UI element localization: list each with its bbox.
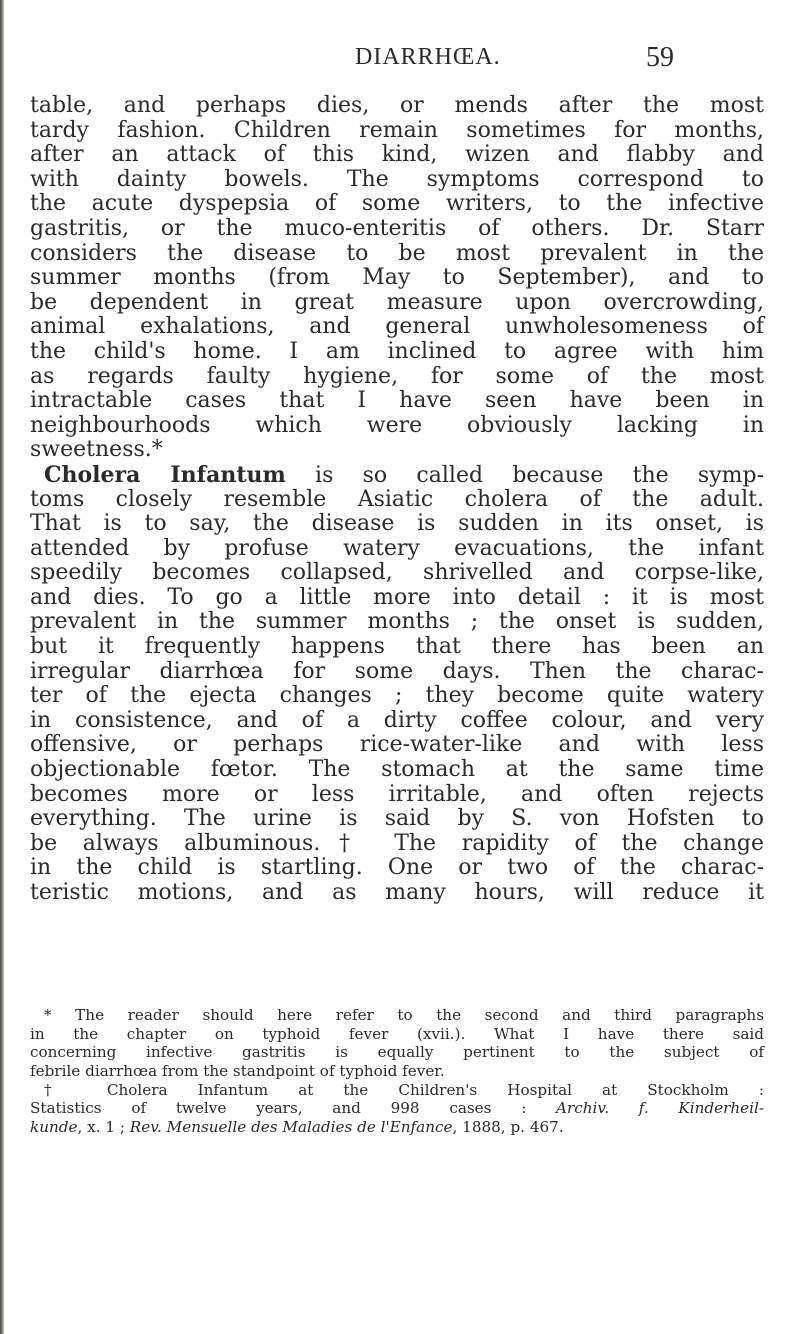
text-line: toms closely resemble Asiatic cholera of the adult. <box>30 486 764 512</box>
text-line: considers the disease to be most prevalent in the <box>30 240 764 266</box>
footnote-line <box>30 1099 764 1118</box>
text-line: be always albuminous.† The rapidity of the change <box>30 830 764 856</box>
text-line <box>30 463 764 488</box>
footnote-line: in the chapter on typhoid fever (xvii.). What I have there said <box>30 1024 764 1043</box>
citation-journal-title: Rev. Mensuelle des Maladies de l'Enfance <box>129 1118 453 1137</box>
text-line: the acute dyspepsia of some writers, to the infective <box>30 191 764 217</box>
text-line: intractable cases that I have seen have been in <box>30 388 764 414</box>
footnote-fragment: Statistics of twelve years, and 998 cases : <box>30 1099 557 1118</box>
footnote-line: * The reader should here refer to the second and third paragraphs <box>44 1006 764 1024</box>
text-line: sweetness.* <box>30 437 163 463</box>
text-line: in consistence, and of a dirty coffee colour, and very <box>30 707 764 733</box>
text-line: be dependent in great measure upon overcrowding, <box>30 289 764 315</box>
text-line: objectionable fœtor. The stomach at the same time <box>30 757 764 783</box>
text-line: summer months (from May to September), and to <box>30 265 764 291</box>
text-line: teristic motions, and as many hours, will reduce it <box>30 880 764 905</box>
text-line: attended by profuse watery evacuations, the infant <box>30 535 764 561</box>
text-line: tardy fashion. Children remain sometimes for months, <box>30 117 764 143</box>
footnote-fragment: , 1888, p. 467. <box>452 1118 564 1137</box>
text-line: the child's home. I am inclined to agree with him <box>30 338 764 364</box>
citation-journal-title: kunde <box>30 1118 78 1137</box>
text-line: table, and perhaps dies, or mends after the most <box>30 93 764 118</box>
text-line: after an attack of this kind, wizen and flabby and <box>30 142 764 168</box>
running-title: DIARRHŒA. <box>355 44 501 70</box>
footnote-line <box>30 1118 764 1137</box>
text-line: irregular diarrhœa for some days. Then the charac- <box>30 658 764 684</box>
footnote-line: † Cholera Infantum at the Children's Hospital at Stockholm : <box>44 1080 764 1099</box>
text-line: gastritis, or the muco-enteritis of others. Dr. Starr <box>30 215 764 241</box>
text-line: offensive, or perhaps rice-water-like and with less <box>30 732 764 758</box>
text-line: with dainty bowels. The symptoms correspond to <box>30 166 764 192</box>
text-line: as regards faulty hygiene, for some of the most <box>30 363 764 389</box>
text-line: in the child is startling. One or two of the charac- <box>30 855 764 881</box>
page-edge-shadow <box>0 0 4 1334</box>
text-line: That is to say, the disease is sudden in its onset, is <box>30 511 764 537</box>
citation-journal-title: Archiv. f. Kinderheil- <box>556 1099 764 1118</box>
text-line: everything. The urine is said by S. von Hofsten to <box>30 806 764 832</box>
footnote-fragment: , x. 1 ; <box>77 1118 130 1137</box>
running-head <box>0 44 800 84</box>
text-line: neighbourhoods which were obviously lacking in <box>30 412 764 438</box>
text-line: becomes more or less irritable, and often rejects <box>30 781 764 807</box>
footnote-line: febrile diarrhœa from the standpoint of typhoid fever. <box>30 1062 445 1081</box>
paragraph-cholera-infantum <box>30 463 764 906</box>
text-line: but it frequently happens that there has been an <box>30 634 764 660</box>
text-line: ter of the ejecta changes ; they become quite watery <box>30 683 764 709</box>
page-number: 59 <box>646 42 674 73</box>
section-heading-cholera-infantum: Cholera Infantum <box>44 461 286 488</box>
paragraph-hygiene <box>30 94 764 463</box>
text-line: prevalent in the summer months ; the onset is sudden, <box>30 609 764 635</box>
text-fragment: is so called because the symp- <box>285 462 765 488</box>
text-line: animal exhalations, and general unwholesomeness of <box>30 314 764 340</box>
text-line: speedily becomes collapsed, shrivelled and corpse-like, <box>30 560 764 586</box>
text-line: and dies. To go a little more into detail : it is most <box>30 584 764 610</box>
footnotes <box>30 1006 764 1137</box>
body-text <box>30 94 764 906</box>
footnote-line: concerning infective gastritis is equally pertinent to the subject of <box>30 1043 764 1062</box>
